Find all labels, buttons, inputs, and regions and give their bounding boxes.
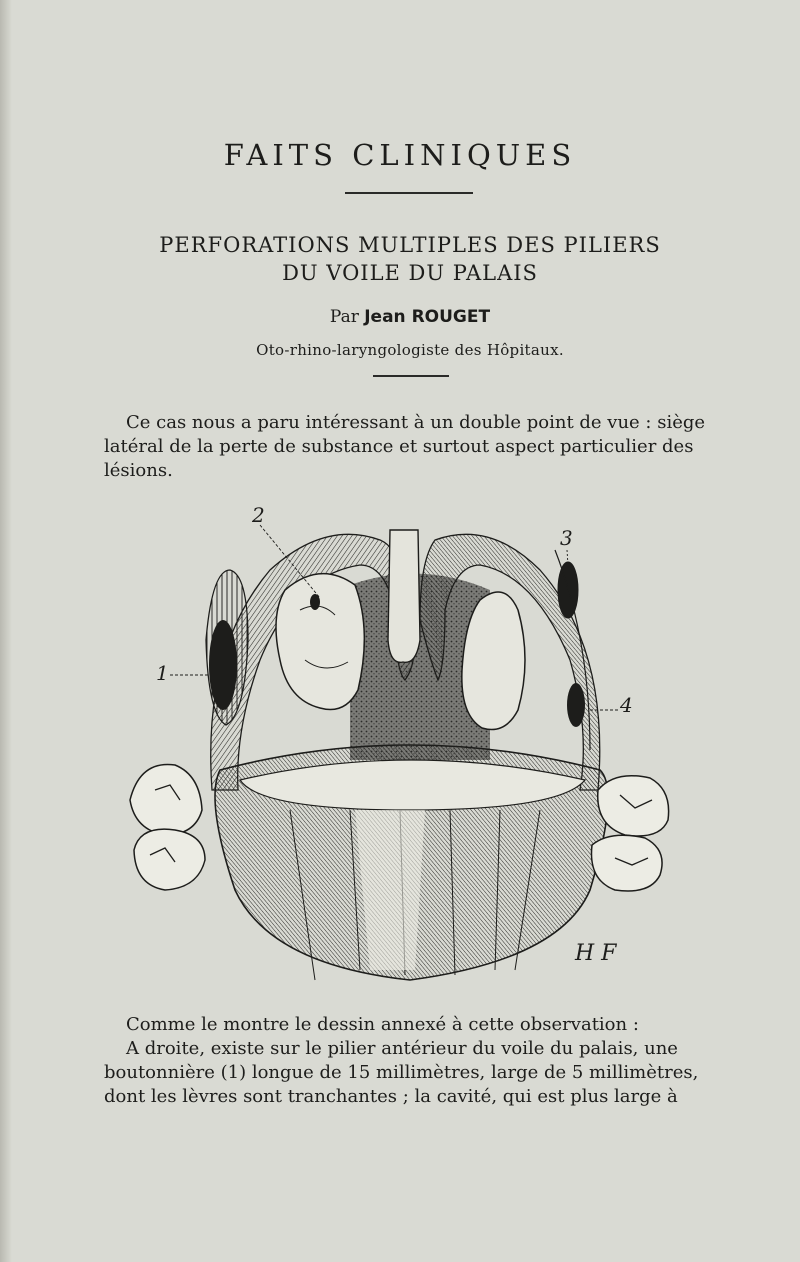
body-text [104, 1013, 718, 1109]
figure-label-3: 3 [560, 526, 573, 550]
page-heading: FAITS CLINIQUES [223, 138, 577, 172]
intro-line-3: lésions. [104, 460, 173, 481]
perforation-1 [209, 620, 237, 710]
body-paragraph-2-line-3: dont les lèvres sont tranchantes ; la cavité, qui est plus large à [104, 1086, 678, 1107]
author-name: Jean ROUGET [364, 307, 491, 327]
heading-divider [345, 192, 473, 194]
article-title-line-1: PERFORATIONS MULTIPLES DES PILIERS [159, 233, 661, 257]
article-title [80, 231, 740, 287]
article-title-line-2: DU VOILE DU PALAIS [282, 261, 538, 285]
book-spine-shadow [0, 0, 12, 1262]
intro-paragraph [104, 411, 718, 483]
body-paragraph-2-line-2: boutonnière (1) longue de 15 millimètres, large de 5 millimètres, [104, 1062, 699, 1083]
figure-label-4: 4 [620, 693, 633, 717]
illustrator-signature: H F [575, 941, 617, 966]
figure-label-1: 1 [156, 661, 169, 685]
figure-label-2: 2 [252, 503, 265, 527]
byline-divider [373, 375, 449, 377]
anatomical-illustration [120, 490, 690, 990]
intro-line-1: Ce cas nous a paru intéressant à un double point de vue : siège [126, 412, 706, 433]
author-affiliation: Oto-rhino-laryngologiste des Hôpitaux. [256, 341, 564, 359]
perforation-4 [567, 683, 585, 727]
byline-prefix: Par [329, 307, 365, 327]
intro-line-2: latéral de la perte de substance et surtout aspect particulier des [104, 436, 694, 457]
body-paragraph-1: Comme le montre le dessin annexé à cette observation : [126, 1014, 639, 1035]
byline [0, 307, 800, 327]
body-paragraph-2-line-1: A droite, existe sur le pilier antérieur du voile du palais, une [126, 1038, 678, 1059]
